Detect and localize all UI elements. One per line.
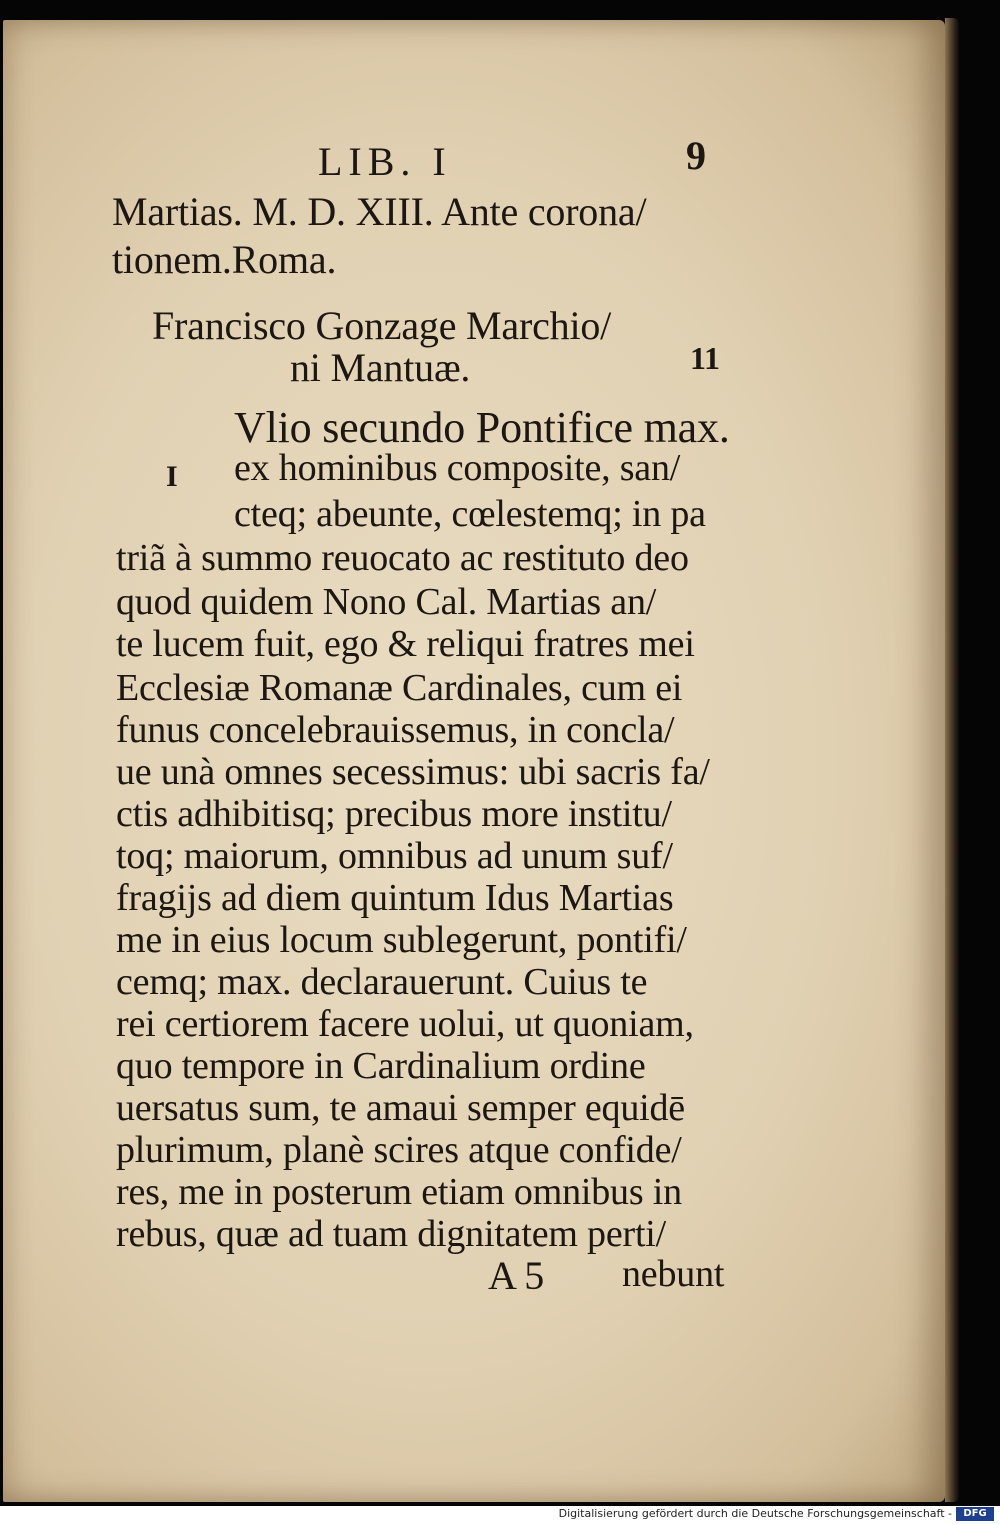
body-line: toq; maiorum, omnibus ad unum suf/ bbox=[116, 835, 673, 877]
letter-heading: ni Mantuæ. bbox=[290, 345, 471, 390]
body-line: fragijs ad diem quintum Idus Martias bbox=[116, 877, 674, 919]
body-line: ctis adhibitisq; precibus more institu/ bbox=[116, 793, 672, 835]
body-line: triã à summo reuocato ac restituto deo bbox=[116, 537, 689, 579]
body-line: quo tempore in Cardinalium ordine bbox=[116, 1045, 646, 1087]
letter-heading: Francisco Gonzage Marchio/ bbox=[152, 303, 612, 348]
body-line: ex hominibus composite, san/ bbox=[234, 447, 681, 489]
body-line: Vlio secundo Pontifice max. bbox=[234, 403, 730, 452]
body-line: uersatus sum, te amaui semper equidē bbox=[116, 1087, 685, 1129]
body-line: plurimum, planè scires atque confide/ bbox=[116, 1129, 682, 1171]
body-line: Ecclesiæ Romanæ Cardinales, cum ei bbox=[116, 667, 683, 709]
dfg-logo: DFG bbox=[956, 1507, 994, 1521]
body-line: te lucem fuit, ego & reliqui fratres mei bbox=[116, 623, 695, 665]
running-head: LIB. I bbox=[318, 139, 452, 184]
signature-mark: A 5 bbox=[488, 1253, 545, 1298]
folio-number: 9 bbox=[686, 133, 706, 178]
marginal-number: I bbox=[166, 460, 178, 493]
footer-credit: Digitalisierung gefördert durch die Deutsche Forschungsgemeinschaft - bbox=[558, 1507, 952, 1520]
body-line: res, me in posterum etiam omnibus in bbox=[116, 1171, 682, 1213]
body-line: funus concelebrauissemus, in concla/ bbox=[116, 709, 675, 751]
body-line: cteq; abeunte, cœlestemq; in pa bbox=[234, 493, 706, 535]
catchword: nebunt bbox=[622, 1253, 725, 1295]
body-line: cemq; max. declarauerunt. Cuius te bbox=[116, 961, 648, 1003]
body-line: me in eius locum sublegerunt, pontifi/ bbox=[116, 919, 687, 961]
body-line: rebus, quæ ad tuam dignitatem perti/ bbox=[116, 1213, 667, 1255]
text-line: Martias. M. D. XIII. Ante corona/ bbox=[112, 189, 647, 234]
body-line: ue unà omnes secessimus: ubi sacris fa/ bbox=[116, 751, 710, 793]
page-edge bbox=[945, 18, 959, 1502]
text-line: tionem.Roma. bbox=[112, 237, 337, 282]
digitization-footer bbox=[0, 1506, 1000, 1524]
marginal-number: 11 bbox=[690, 340, 720, 376]
body-line: quod quidem Nono Cal. Martias an/ bbox=[116, 581, 657, 623]
body-line: rei certiorem facere uolui, ut quoniam, bbox=[116, 1003, 694, 1045]
